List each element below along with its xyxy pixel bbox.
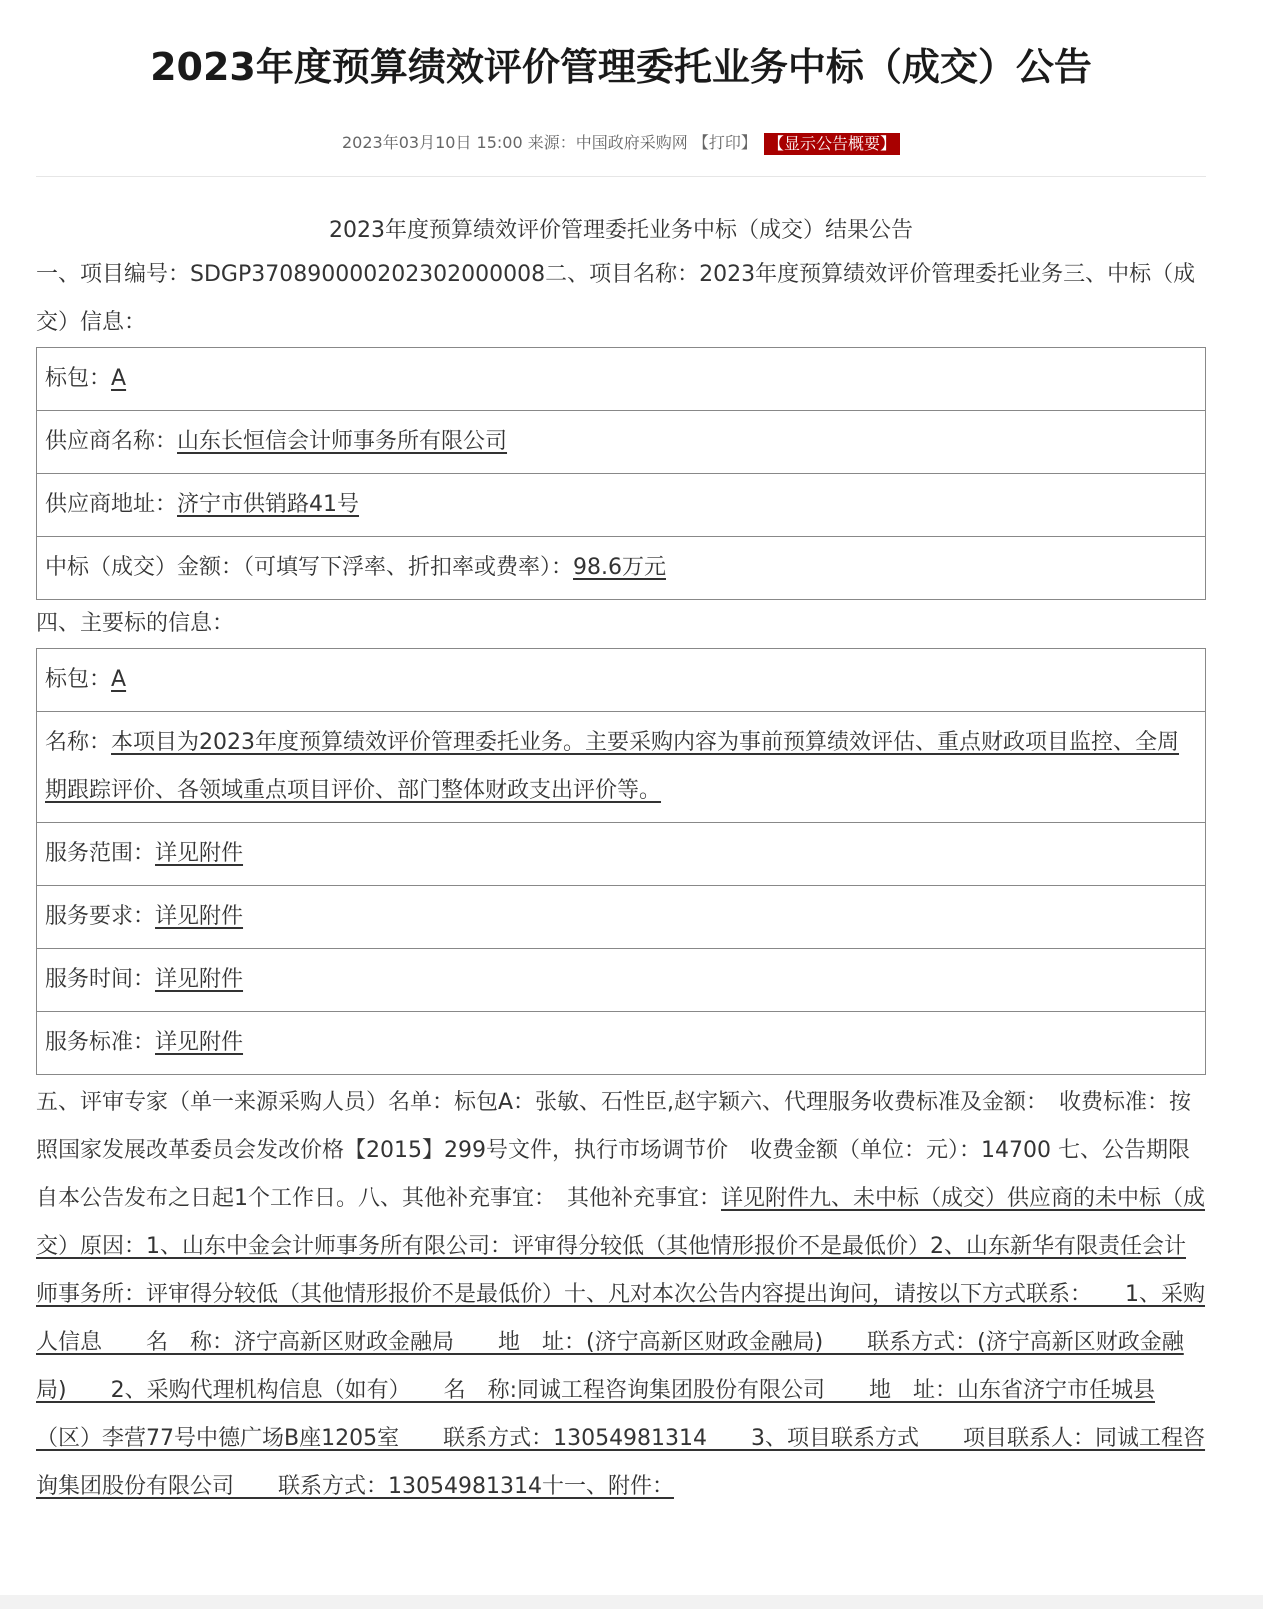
service-time-value: 详见附件 [155, 967, 244, 992]
remaining-sections [36, 1079, 1212, 1511]
result-subtitle: 2023年度预算绩效评价管理委托业务中标（成交）结果公告 [329, 218, 913, 243]
field-label: 供应商地址： [45, 492, 178, 517]
table-row [37, 537, 1206, 600]
table-row [37, 348, 1206, 411]
table-row [37, 1012, 1206, 1075]
service-requirement-value: 详见附件 [155, 904, 244, 929]
field-label: 标包： [45, 366, 112, 391]
award-info-table [36, 347, 1206, 600]
table-row [37, 949, 1206, 1012]
package-value: A [111, 366, 127, 391]
page-title: 2023年度预算绩效评价管理委托业务中标（成交）公告 [150, 45, 1092, 89]
page-footer-strip [0, 1595, 1263, 1609]
announcement-body [36, 211, 1212, 1511]
source-name: 中国政府采购网 [575, 133, 688, 152]
print-link[interactable]: 【打印】 [692, 133, 757, 152]
service-scope-value: 详见附件 [155, 841, 244, 866]
award-amount-value: 98.6万元 [573, 555, 667, 580]
table-row [37, 649, 1206, 712]
publish-datetime: 2023年03月10日 15:00 [342, 133, 523, 152]
supplier-address-value: 济宁市供销路41号 [177, 492, 360, 517]
field-label: 供应商名称： [45, 429, 178, 454]
table-row [37, 886, 1206, 949]
project-intro: 一、项目编号：SDGP370890000202302000008二、项目名称：2023年度预算绩效评价管理委托业务三、中标（成交）信息： [36, 262, 1196, 335]
field-label: 名称： [45, 730, 112, 755]
announcement-page [36, 0, 1212, 1511]
subject-name-value: 本项目为2023年度预算绩效评价管理委托业务。主要采购内容为事前预算绩效评估、重点财政项目监控、全周期跟踪评价、各领域重点项目评价、部门整体财政支出评价等。 [45, 730, 1180, 803]
table-row [37, 823, 1206, 886]
field-label: 服务时间： [45, 967, 156, 992]
divider [36, 176, 1206, 177]
section-4-heading: 四、主要标的信息： [36, 611, 235, 636]
field-label: 中标（成交）金额：（可填写下浮率、折扣率或费率）： [45, 555, 574, 580]
field-label: 服务标准： [45, 1030, 156, 1055]
meta-line [36, 130, 1206, 156]
sections-9-to-11: 详见附件九、未中标（成交）供应商的未中标（成交）原因：1、山东中金会计师事务所有限公司：评审得分较低（其他情形报价不是最低价）2、山东新华有限责任会计师事务所：评审得分较低（其他情形报价不是最低价）十、凡对本次公告内容提出询问，请按以下方式联系： 1、采购人信息 名 称：济宁高新区财政金融局 地 址：(济宁高新区财政金融局) 联系方式：(济宁高新区财政金融局) 2、采购代理机构信息（如有） 名 称:同诚工程咨询集团股份有限公司 地 址：山东省济宁市任城县（区）李营77号中德广场B座1205室 联系方式：13054981314 3、项目联系方式 项目联系人：同诚工程咨询集团股份有限公司 联系方式：13054981314十一、附件： [36, 1186, 1206, 1499]
supplier-name-value: 山东长恒信会计师事务所有限公司 [177, 429, 508, 454]
service-standard-value: 详见附件 [155, 1030, 244, 1055]
show-summary-button[interactable]: 【显示公告概要】 [764, 133, 900, 155]
field-label: 服务范围： [45, 841, 156, 866]
field-label: 服务要求： [45, 904, 156, 929]
package-value: A [111, 667, 127, 692]
subject-info-table [36, 648, 1206, 1075]
table-row [37, 411, 1206, 474]
field-label: 标包： [45, 667, 112, 692]
table-row [37, 474, 1206, 537]
sections-5-to-8: 五、评审专家（单一来源采购人员）名单：标包A：张敏、石性臣,赵宇颖六、代理服务收费标准及金额： 收费标准：按照国家发展改革委员会发改价格【2015】299号文件，执行市场调节价 收费金额（单位：元）：14700 七、公告期限 自本公告发布之日起1个工作日。八、其他补充事宜： 其他补充事宜： [36, 1090, 1212, 1211]
table-row [37, 712, 1206, 823]
source-label: 来源： [527, 133, 576, 152]
